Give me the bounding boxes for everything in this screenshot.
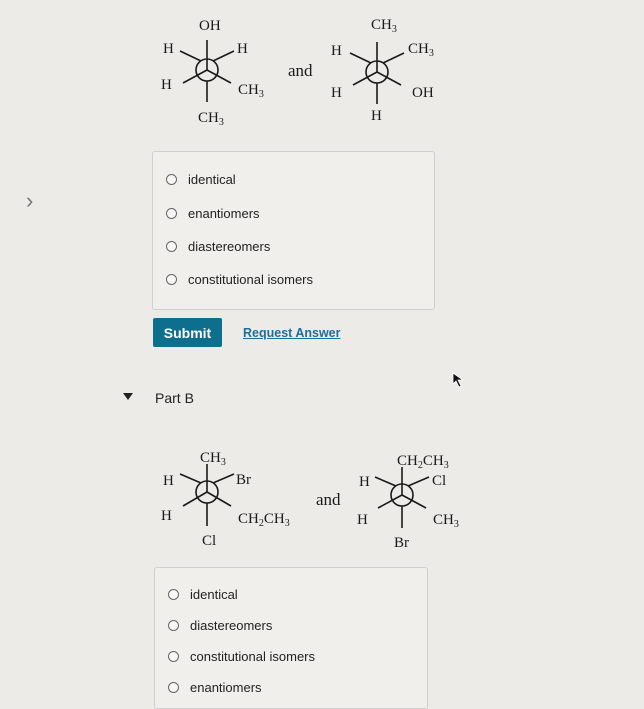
radio-button[interactable] — [166, 174, 177, 185]
collapse-triangle-icon[interactable] — [122, 392, 134, 402]
b-left-upper-left: H — [163, 473, 174, 489]
option-label: constitutional isomers — [190, 649, 315, 664]
option-a-2[interactable] — [166, 206, 260, 221]
radio-button[interactable] — [166, 274, 177, 285]
option-b-1[interactable] — [168, 587, 238, 602]
b-right-top: $CH_2CH_3$ — [397, 453, 449, 471]
a-left-upper-left: H — [163, 41, 174, 57]
b-right-bottom: Br — [394, 535, 409, 551]
a-right-lower-left: H — [331, 85, 342, 101]
b-right-upper-right: Cl — [432, 473, 447, 489]
option-label: enantiomers — [190, 680, 262, 695]
b-left-upper-right: Br — [236, 472, 251, 488]
b-left-lower-left: H — [161, 508, 172, 524]
b-right-lower-right: $CH_3$ — [433, 512, 459, 530]
option-label: enantiomers — [188, 206, 260, 221]
radio-button[interactable] — [168, 589, 179, 600]
a-right-upper-right: $CH_3$ — [408, 41, 434, 59]
b-left-top: $CH_3$ — [200, 450, 226, 468]
option-label: identical — [188, 172, 236, 187]
side-chevron-icon[interactable]: › — [26, 188, 34, 213]
b-right-upper-left: H — [359, 474, 370, 490]
a-right-bottom: H — [371, 108, 382, 124]
b-right-lower-left: H — [357, 512, 368, 528]
radio-button[interactable] — [168, 651, 179, 662]
newman-projection-a-right — [310, 17, 460, 130]
a-and-label: and — [288, 61, 313, 80]
request-answer-link[interactable]: Request Answer — [243, 326, 341, 340]
a-left-upper-right: H — [237, 41, 248, 57]
mouse-cursor-icon — [452, 372, 466, 388]
a-left-lower-right: $CH_3$ — [238, 82, 264, 100]
a-right-top: $CH_3$ — [371, 17, 397, 35]
radio-button[interactable] — [168, 620, 179, 631]
option-a-3[interactable] — [166, 239, 270, 254]
option-b-4[interactable] — [168, 680, 262, 695]
radio-button[interactable] — [166, 208, 177, 219]
radio-button[interactable] — [166, 241, 177, 252]
option-a-1[interactable] — [166, 172, 236, 187]
a-left-top: OH — [199, 18, 221, 34]
option-label: identical — [190, 587, 238, 602]
b-left-bottom: Cl — [202, 533, 217, 549]
option-label: constitutional isomers — [188, 272, 313, 287]
option-label: diastereomers — [188, 239, 271, 254]
option-a-4[interactable] — [166, 272, 313, 287]
b-and-label: and — [316, 490, 341, 509]
option-label: diastereomers — [190, 618, 273, 633]
b-left-lower-right: $CH_2CH_3$ — [238, 511, 290, 529]
submit-button[interactable]: Submit — [153, 318, 222, 347]
a-right-lower-right: OH — [412, 85, 434, 101]
a-left-bottom: $CH_3$ — [198, 110, 224, 128]
a-right-upper-left: H — [331, 43, 342, 59]
part-b-label[interactable]: Part B — [155, 390, 194, 406]
radio-button[interactable] — [168, 682, 179, 693]
option-b-3[interactable] — [168, 649, 315, 664]
option-b-2[interactable] — [168, 618, 272, 633]
a-left-lower-left: H — [161, 77, 172, 93]
